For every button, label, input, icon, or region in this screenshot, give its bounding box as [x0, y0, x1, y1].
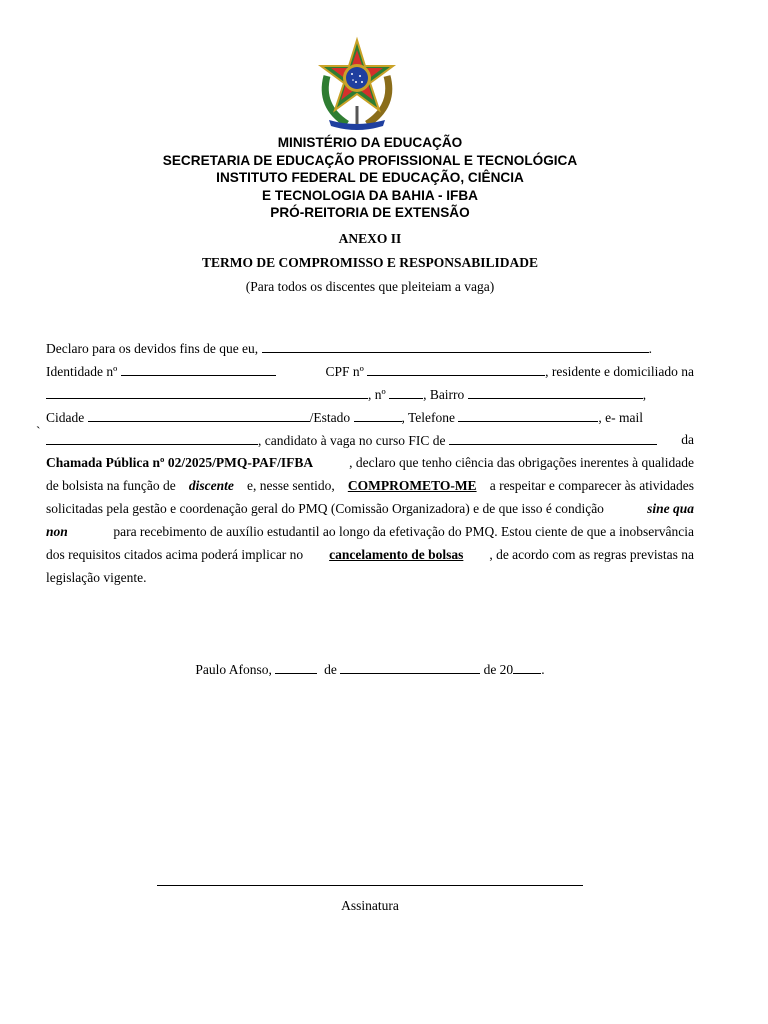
form-line-address: , nº , Bairro ,: [46, 386, 694, 403]
course-field[interactable]: [449, 432, 657, 445]
paragraph-line: non para recebimento de auxílio estudantil ao longo da efetivação do PMQ. Estou ciente de que a inobservância: [46, 524, 694, 539]
header-line: MINISTÉRIO DA EDUCAÇÃO: [277, 135, 463, 150]
document-title: TERMO DE COMPROMISSO E RESPONSABILIDADE: [201, 255, 539, 270]
phone-field[interactable]: [458, 409, 598, 422]
date-line: Paulo Afonso, de de 20 .: [195, 662, 545, 677]
year-field[interactable]: [513, 661, 541, 674]
header-line: INSTITUTO FEDERAL DE EDUCAÇÃO, CIÊNCIA: [216, 170, 524, 186]
paragraph-line: solicitadas pela gestão e coordenação geral do PMQ (Comissão Organizadora) e de que isso é condição sine qua: [46, 501, 694, 516]
email-field[interactable]: [46, 432, 258, 445]
state-field[interactable]: [354, 409, 402, 422]
form-line-name: Declaro para os devidos fins de que eu, .: [46, 341, 652, 356]
header-line: PRÓ-REITORIA DE EXTENSÃO: [270, 205, 470, 221]
header-line: SECRETARIA DE EDUCAÇÃO PROFISSIONAL E TECNOLÓGICA: [162, 152, 578, 168]
signature-line[interactable]: [157, 885, 583, 886]
annex-title: ANEXO II: [338, 231, 402, 246]
document-subtitle: (Para todos os discentes que pleiteiam a vaga): [245, 279, 495, 294]
day-field[interactable]: [275, 661, 317, 674]
institution-header: [0, 134, 740, 222]
name-field[interactable]: [262, 340, 649, 353]
signature-label: Assinatura: [341, 898, 399, 913]
street-field[interactable]: [46, 386, 368, 399]
identity-field[interactable]: [121, 363, 276, 376]
month-field[interactable]: [340, 661, 480, 674]
form-line-city: Cidade /Estado , Telefone , e- mail: [46, 410, 644, 425]
paragraph-line: Chamada Pública nº 02/2025/PMQ-PAF/IFBA , declaro que tenho ciência das obrigações inerentes à qualidade: [46, 455, 694, 470]
city-field[interactable]: [88, 409, 310, 422]
stray-mark: `: [36, 424, 41, 439]
cpf-field[interactable]: [367, 363, 545, 376]
brazil-coat-of-arms-icon: [307, 36, 407, 132]
paragraph-line: dos requisitos citados acima poderá implicar no cancelamento de bolsas , de acordo com as regras previstas na: [46, 547, 694, 562]
form-line-email-course: , candidato à vaga no curso FIC de da: [46, 432, 694, 449]
paragraph-line: de bolsista na função de discente e, nesse sentido, COMPROMETO-ME a respeitar e comparecer às atividades: [46, 478, 694, 493]
neighborhood-field[interactable]: [468, 386, 643, 399]
form-line-id: Identidade nº CPF nº , residente e domiciliado na: [46, 364, 694, 379]
number-field[interactable]: [389, 386, 423, 399]
paragraph-line: legislação vigente.: [46, 570, 147, 585]
header-line: E TECNOLOGIA DA BAHIA - IFBA: [262, 187, 478, 203]
